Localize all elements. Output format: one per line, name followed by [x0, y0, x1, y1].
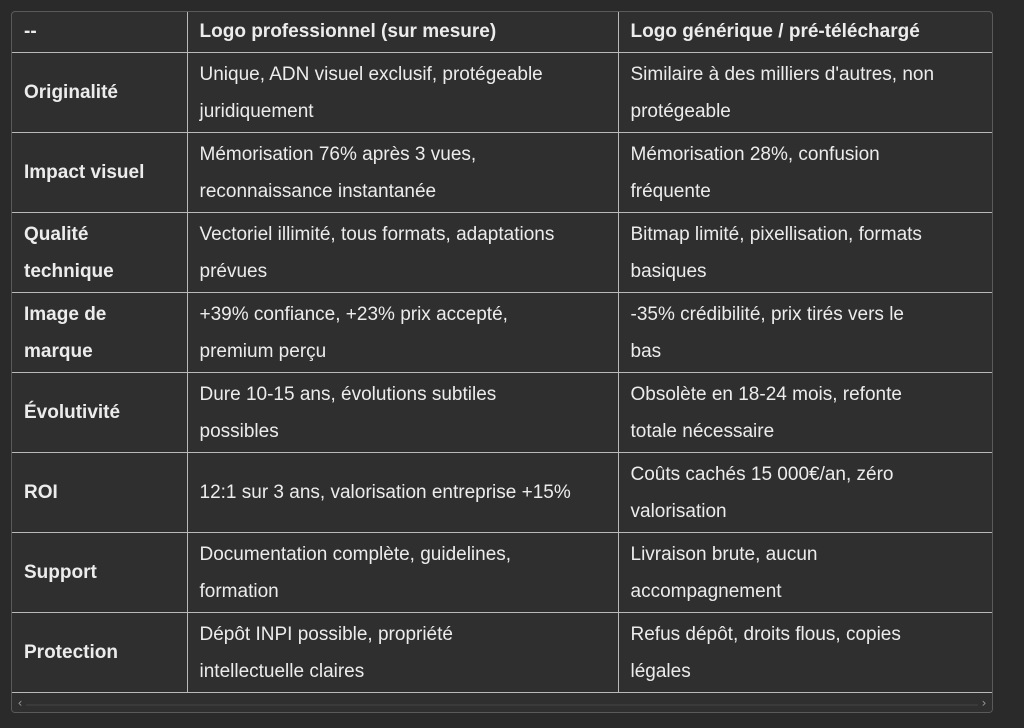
table-row	[12, 533, 992, 613]
cell-text-line: fréquente	[630, 180, 711, 202]
cell-generic	[618, 533, 992, 613]
table-row	[12, 453, 992, 533]
cell-text-line: possibles	[199, 420, 279, 442]
row-criterion	[12, 213, 187, 293]
cell-text-line: Protection	[24, 642, 118, 663]
cell-text-line: Documentation complète, guidelines,	[199, 543, 512, 565]
row-criterion	[12, 53, 187, 133]
comparison-table-container	[11, 11, 993, 713]
cell-text-line: valorisation	[630, 500, 727, 522]
cell-professional	[187, 53, 618, 133]
cell-text-line: Originalité	[24, 82, 118, 103]
table-row	[12, 373, 992, 453]
cell-text-line: Support	[24, 562, 97, 583]
table-header	[12, 12, 992, 53]
cell-generic	[618, 53, 992, 133]
scroll-left-arrow-icon[interactable]: ‹	[17, 696, 23, 710]
cell-text-line: Qualité	[24, 223, 89, 245]
cell-text-line: bas	[630, 340, 662, 362]
horizontal-scrollbar[interactable]	[12, 698, 992, 712]
cell-text-line: juridiquement	[199, 100, 314, 122]
cell-professional	[187, 373, 618, 453]
cell-text-line: totale nécessaire	[630, 420, 775, 442]
comparison-table	[12, 12, 992, 693]
cell-text-line: ROI	[24, 482, 58, 503]
row-criterion	[12, 613, 187, 693]
cell-text-line: +39% confiance, +23% prix accepté,	[199, 303, 508, 325]
cell-text-line: Mémorisation 76% après 3 vues,	[199, 143, 477, 165]
table-row	[12, 293, 992, 373]
cell-text-line: formation	[199, 580, 279, 602]
cell-text-line: Mémorisation 28%, confusion	[630, 143, 880, 165]
cell-text-line: Dure 10-15 ans, évolutions subtiles	[199, 383, 497, 405]
cell-professional	[187, 453, 618, 533]
table-row	[12, 213, 992, 293]
cell-professional	[187, 213, 618, 293]
header-professional-logo: Logo professionnel (sur mesure)	[187, 12, 618, 53]
cell-text-line: Dépôt INPI possible, propriété	[199, 623, 453, 645]
cell-text-line: Vectoriel illimité, tous formats, adaptations	[199, 223, 555, 245]
cell-text-line: reconnaissance instantanée	[199, 180, 437, 202]
row-criterion	[12, 293, 187, 373]
cell-text-line: premium perçu	[199, 340, 327, 362]
cell-generic	[618, 133, 992, 213]
row-criterion	[12, 133, 187, 213]
row-criterion	[12, 453, 187, 533]
table-body	[12, 53, 992, 693]
cell-generic	[618, 213, 992, 293]
cell-text-line: Impact visuel	[24, 162, 145, 183]
cell-text-line: Obsolète en 18-24 mois, refonte	[630, 383, 902, 405]
cell-generic	[618, 373, 992, 453]
scroll-right-arrow-icon[interactable]: ›	[981, 696, 987, 710]
table-row	[12, 613, 992, 693]
cell-text-line: Image de	[24, 303, 107, 325]
cell-text-line: intellectuelle claires	[199, 660, 365, 682]
cell-text-line: protégeable	[630, 100, 731, 122]
cell-text-line: Similaire à des milliers d'autres, non	[630, 63, 935, 85]
cell-text-line: marque	[24, 340, 93, 362]
cell-text-line: légales	[630, 660, 691, 682]
table-row	[12, 133, 992, 213]
cell-generic	[618, 453, 992, 533]
cell-generic	[618, 613, 992, 693]
table-row	[12, 53, 992, 133]
header-criteria: --	[12, 12, 187, 53]
cell-text-line: Coûts cachés 15 000€/an, zéro	[630, 463, 894, 485]
cell-text-line: Unique, ADN visuel exclusif, protégeable	[199, 63, 543, 85]
cell-professional	[187, 533, 618, 613]
cell-text-line: accompagnement	[630, 580, 782, 602]
scrollbar-track[interactable]	[26, 704, 978, 706]
cell-text-line: prévues	[199, 260, 268, 282]
cell-professional	[187, 613, 618, 693]
cell-text-line: technique	[24, 260, 114, 282]
cell-text-line: 12:1 sur 3 ans, valorisation entreprise +15%	[199, 482, 571, 503]
cell-text-line: Bitmap limité, pixellisation, formats	[630, 223, 922, 245]
row-criterion	[12, 533, 187, 613]
cell-generic	[618, 293, 992, 373]
header-row	[12, 12, 992, 53]
header-generic-logo: Logo générique / pré-téléchargé	[618, 12, 992, 53]
cell-text-line: -35% crédibilité, prix tirés vers le	[630, 303, 904, 325]
cell-text-line: Refus dépôt, droits flous, copies	[630, 623, 901, 645]
cell-professional	[187, 293, 618, 373]
cell-text-line: Évolutivité	[24, 402, 121, 423]
cell-text-line: basiques	[630, 260, 707, 282]
cell-text-line: Livraison brute, aucun	[630, 543, 818, 565]
cell-professional	[187, 133, 618, 213]
row-criterion	[12, 373, 187, 453]
